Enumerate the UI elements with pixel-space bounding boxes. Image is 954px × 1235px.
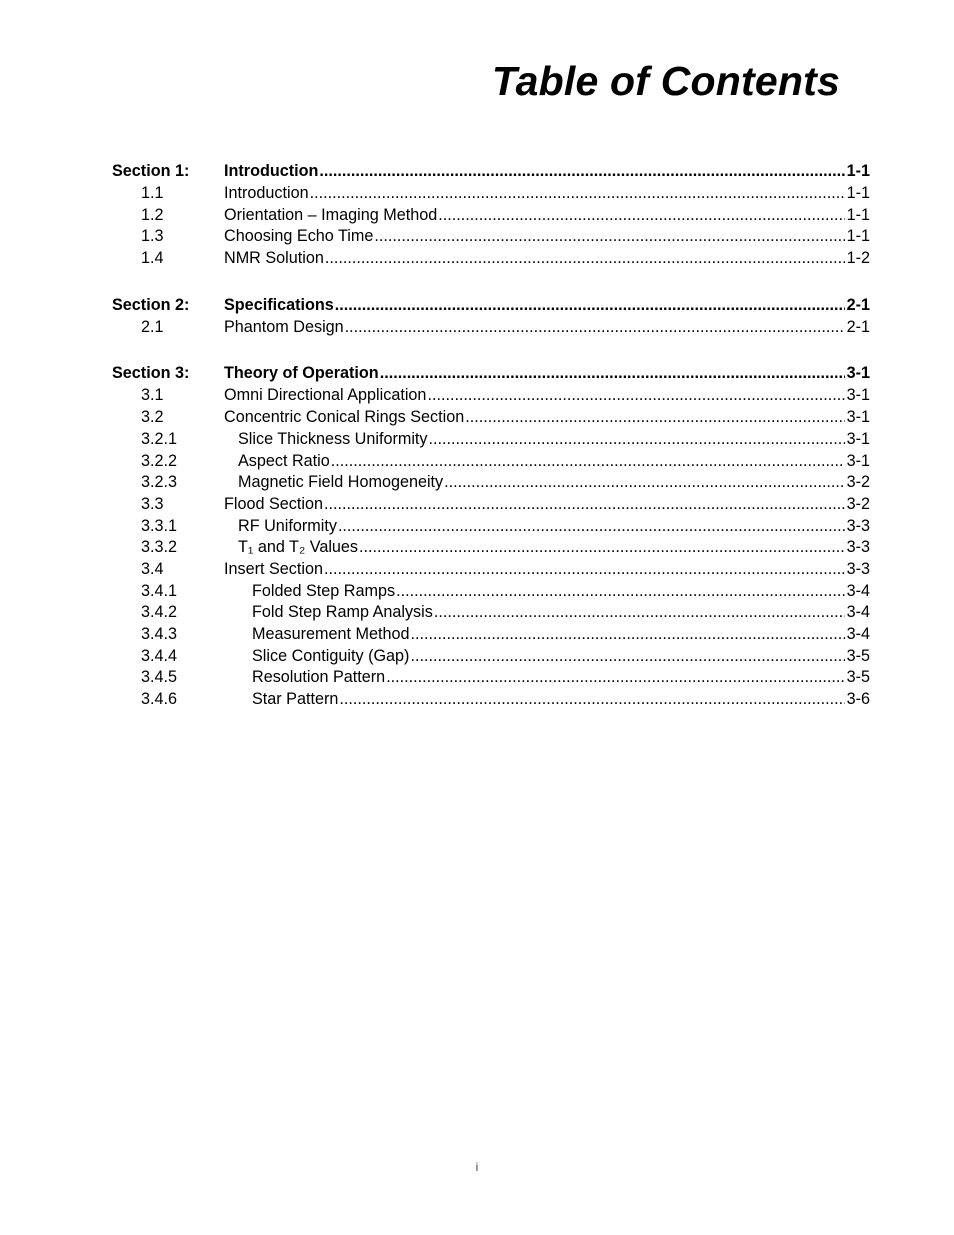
entry-page-number: 3-3	[846, 516, 870, 535]
toc-section-row[interactable]	[112, 294, 870, 317]
toc-entry-row[interactable]	[112, 226, 870, 248]
section-title: Specifications	[224, 295, 334, 314]
entry-title: T₁ and T₂ Values	[238, 538, 359, 557]
entry-line	[224, 385, 870, 407]
entry-title: Insert Section	[224, 559, 323, 578]
dot-leader	[410, 646, 844, 668]
entry-title: Aspect Ratio	[238, 451, 330, 470]
entry-number: 3.4.6	[141, 690, 178, 709]
dot-leader	[359, 537, 845, 559]
dot-leader	[444, 472, 844, 494]
entry-title: Introduction	[224, 184, 309, 202]
entry-line	[224, 646, 870, 668]
entry-line	[224, 559, 870, 581]
entry-title: Orientation – Imaging Method	[224, 205, 438, 224]
dot-leader	[380, 362, 845, 385]
dot-leader	[374, 226, 844, 248]
section-page-number: 3-1	[846, 364, 870, 383]
entry-line	[224, 407, 870, 429]
entry-number: 3.3.2	[141, 538, 178, 557]
entry-page-number: 3-4	[846, 581, 870, 600]
dot-leader	[427, 385, 844, 407]
dot-leader	[429, 429, 845, 451]
entry-page-number: 3-3	[846, 538, 870, 557]
entry-line	[224, 624, 870, 646]
section-number: Section 1:	[112, 162, 190, 180]
entry-line	[224, 602, 870, 624]
section-page-number: 2-1	[846, 295, 870, 314]
section-number: Section 3:	[112, 364, 190, 383]
entry-line	[224, 689, 870, 711]
toc-entry-row[interactable]	[112, 624, 870, 646]
entry-line	[224, 160, 870, 183]
toc-entry-row[interactable]	[112, 581, 870, 603]
entry-page-number: 3-3	[846, 559, 870, 578]
entry-number: 1.1	[141, 184, 164, 202]
entry-line	[224, 294, 870, 317]
dot-leader	[319, 160, 844, 183]
entry-number: 3.1	[141, 386, 164, 405]
toc-entry-row[interactable]	[112, 451, 870, 473]
entry-page-number: 1-1	[846, 227, 870, 246]
dot-leader	[396, 581, 845, 603]
entry-line	[224, 362, 870, 385]
toc-entry-row[interactable]	[112, 407, 870, 429]
toc-list	[112, 160, 870, 735]
toc-entry-row[interactable]	[112, 646, 870, 668]
entry-title: Slice Thickness Uniformity	[238, 429, 428, 448]
toc-entry-row[interactable]	[112, 183, 870, 205]
toc-entry-row[interactable]	[112, 667, 870, 689]
entry-number: 3.4.1	[141, 581, 178, 600]
dot-leader	[434, 602, 845, 624]
toc-section-group	[112, 362, 870, 710]
entry-line	[224, 248, 870, 270]
entry-title: Star Pattern	[252, 690, 339, 709]
entry-title: Flood Section	[224, 494, 323, 513]
entry-page-number: 1-2	[846, 249, 870, 268]
toc-entry-row[interactable]	[112, 537, 870, 559]
entry-title: Measurement Method	[252, 625, 410, 643]
dot-leader	[410, 624, 844, 646]
toc-entry-row[interactable]	[112, 559, 870, 581]
entry-number: 3.2	[141, 408, 164, 427]
dot-leader	[331, 451, 845, 473]
entry-page-number: 3-1	[846, 451, 870, 470]
dot-leader	[386, 667, 844, 689]
section-title: Introduction	[224, 162, 319, 180]
page-number: i	[475, 1160, 479, 1174]
entry-number: 3.4.4	[141, 646, 178, 665]
entry-number: 2.1	[141, 317, 164, 336]
entry-number: 1.2	[141, 205, 164, 224]
entry-number: 3.2.1	[141, 429, 178, 448]
entry-line	[224, 516, 870, 538]
entry-page-number: 3-2	[846, 494, 870, 513]
toc-entry-row[interactable]	[112, 689, 870, 711]
dot-leader	[465, 407, 844, 429]
toc-entry-row[interactable]	[112, 205, 870, 227]
dot-leader	[438, 205, 844, 227]
entry-page-number: 3-6	[846, 690, 870, 709]
entry-title: Resolution Pattern	[252, 668, 386, 687]
entry-line	[224, 667, 870, 689]
entry-line	[224, 581, 870, 603]
entry-line	[224, 205, 870, 227]
entry-number: 1.4	[141, 249, 164, 268]
toc-entry-row[interactable]	[112, 385, 870, 407]
dot-leader	[324, 494, 845, 516]
entry-number: 1.3	[141, 227, 164, 246]
entry-line	[224, 317, 870, 339]
entry-page-number: 3-4	[846, 603, 870, 622]
toc-entry-row[interactable]	[112, 429, 870, 451]
dot-leader	[335, 294, 845, 317]
entry-page-number: 3-4	[846, 625, 870, 643]
entry-title: Folded Step Ramps	[252, 581, 396, 600]
entry-title: Magnetic Field Homogeneity	[238, 473, 444, 492]
toc-section-group	[112, 160, 870, 270]
entry-line	[224, 226, 870, 248]
toc-entry-row[interactable]	[112, 516, 870, 538]
entry-line	[224, 183, 870, 205]
entry-number: 3.4.5	[141, 668, 178, 687]
dot-leader	[345, 317, 845, 339]
toc-entry-row[interactable]	[112, 248, 870, 270]
section-page-number: 1-1	[846, 162, 870, 180]
dot-leader	[310, 183, 845, 205]
toc-section-group	[112, 294, 870, 339]
entry-line	[224, 537, 870, 559]
entry-line	[224, 429, 870, 451]
entry-line	[224, 494, 870, 516]
entry-number: 3.3	[141, 494, 164, 513]
entry-page-number: 1-1	[846, 184, 870, 202]
entry-number: 3.3.1	[141, 516, 178, 535]
entry-title: Omni Directional Application	[224, 386, 427, 405]
entry-title: Concentric Conical Rings Section	[224, 408, 465, 427]
dot-leader	[325, 248, 845, 270]
entry-title: Fold Step Ramp Analysis	[252, 603, 433, 622]
entry-title: Phantom Design	[224, 317, 344, 336]
entry-number: 3.4.2	[141, 603, 178, 622]
dot-leader	[324, 559, 845, 581]
section-number: Section 2:	[112, 295, 190, 314]
dot-leader	[339, 689, 844, 711]
entry-page-number: 3-5	[846, 646, 870, 665]
toc-section-row[interactable]	[112, 362, 870, 385]
toc-entry-row[interactable]	[112, 472, 870, 494]
entry-line	[224, 451, 870, 473]
entry-title: Choosing Echo Time	[224, 227, 374, 246]
entry-title: NMR Solution	[224, 249, 324, 268]
entry-number: 3.2.2	[141, 451, 178, 470]
entry-page-number: 3-1	[846, 386, 870, 405]
entry-title: Slice Contiguity (Gap)	[252, 646, 410, 665]
entry-page-number: 3-5	[846, 668, 870, 687]
toc-entry-row[interactable]	[112, 602, 870, 624]
entry-number: 3.4	[141, 559, 164, 578]
section-title: Theory of Operation	[224, 364, 379, 383]
toc-entry-row[interactable]	[112, 317, 870, 339]
entry-page-number: 3-1	[846, 429, 870, 448]
entry-number: 3.2.3	[141, 473, 178, 492]
toc-section-row[interactable]	[112, 160, 870, 183]
dot-leader	[338, 516, 845, 538]
page-title: Table of Contents	[491, 58, 840, 104]
entry-page-number: 3-1	[846, 408, 870, 427]
entry-page-number: 1-1	[846, 205, 870, 224]
entry-page-number: 2-1	[846, 317, 870, 336]
entry-line	[224, 472, 870, 494]
entry-title: RF Uniformity	[238, 516, 337, 535]
toc-entry-row[interactable]	[112, 494, 870, 516]
entry-number: 3.4.3	[141, 625, 178, 643]
entry-page-number: 3-2	[846, 473, 870, 492]
